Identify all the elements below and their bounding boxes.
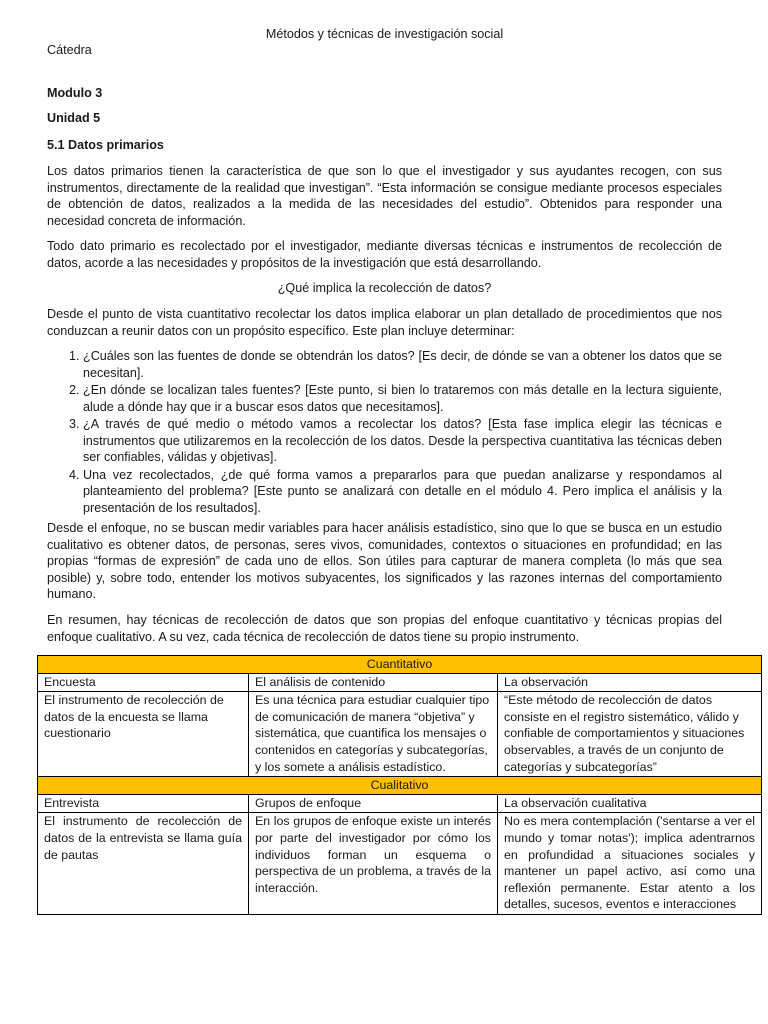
catedra-label: Cátedra [47, 43, 92, 57]
cualitativo-header: Cualitativo [38, 777, 762, 795]
techniques-table [37, 655, 762, 915]
section-heading: 5.1 Datos primarios [47, 138, 164, 152]
paragraph-cualitativo: Desde el enfoque, no se buscan medir variables para hacer análisis estadístico, sino que lo que se busca en un estudio cualitativo es obtener datos, de personas, seres vivos, comunidades, contextos o situaciones en profundidad; en las propias “formas de expresión” de cada uno de ellos. Son útiles para capturar de manera completa (lo más que sea posible) y, sobre todo, entender los motivos subyacentes, los significados y las razones internas del comportamiento humano. [47, 521, 722, 601]
document-title: Métodos y técnicas de investigación social [265, 27, 504, 41]
paragraph-recoleccion: Todo dato primario es recolectado por el investigador, mediante diversas técnicas e instrumentos de recolección de datos, acorde a las necesidades y propósitos de la investigación que está desarrollando. [47, 239, 722, 270]
table-cell: Grupos de enfoque [249, 794, 498, 813]
list-item [47, 416, 722, 466]
table-cell: La observación cualitativa [498, 794, 762, 813]
list-number: 4. [69, 467, 80, 482]
table-cell: “Este método de recolección de datos consiste en el registro sistemático, válido y confiable de comportamientos y situaciones observables, a través de un conjunto de categorías y subcategorías” [498, 692, 762, 777]
table-row [38, 813, 762, 915]
list-item [47, 348, 722, 381]
table-row [38, 673, 762, 692]
determination-list [47, 348, 722, 517]
paragraph-resumen: En resumen, hay técnicas de recolección de datos que son propias del enfoque cuantitativo y técnicas propias del enfoque cualitativo. A su vez, cada técnica de recolección de datos tiene su propio instrumento. [47, 613, 722, 644]
list-item [47, 382, 722, 415]
list-text: ¿En dónde se localizan tales fuentes? [Este punto, si bien lo trataremos con más detalle en la lectura siguiente, alude a dónde hay que ir a buscar esos datos que necesitamos]. [83, 383, 722, 414]
table-cell: El instrumento de recolección de datos de la encuesta se llama cuestionario [38, 692, 249, 777]
table-cell: No es mera contemplación ('sentarse a ver el mundo y tomar notas'); implica adentrarnos en profundidad a situaciones sociales y mantener un papel activo, así como una reflexión permanente. Estar atento a los detalles, sucesos, eventos e interacciones [498, 813, 762, 915]
question-heading: ¿Qué implica la recolección de datos? [277, 281, 492, 295]
list-text: ¿Cuáles son las fuentes de donde se obtendrán los datos? [Es decir, de dónde se van a obtener los datos que se necesitan]. [83, 349, 722, 380]
list-number: 2. [69, 383, 80, 397]
table-cell: El instrumento de recolección de datos de la entrevista se llama guía de pautas [38, 813, 249, 915]
table-cell: La observación [498, 673, 762, 692]
unidad-heading: Unidad 5 [47, 111, 101, 125]
table-cell: Encuesta [38, 673, 249, 692]
list-text: Una vez recolectados, ¿de qué forma vamos a prepararlos para que puedan analizarse y respondamos al planteamiento del problema? [Este punto se analizará con detalle en el módulo 4. Pero implica el análisis y la presentación de los resultados]. [83, 467, 722, 515]
list-item [47, 467, 722, 517]
table-row [38, 794, 762, 813]
table-cell: Es una técnica para estudiar cualquier tipo de comunicación de manera “objetiva” y sistemática, que cuantifica los mensajes o contenidos en categorías y subcategorías, y los somete a análisis estadístico. [249, 692, 498, 777]
cuantitativo-header: Cuantitativo [38, 656, 762, 674]
list-number: 3. [69, 417, 80, 431]
modulo-heading: Modulo 3 [47, 86, 103, 100]
table-section-header-row [38, 777, 762, 795]
paragraph-datos-primarios: Los datos primarios tienen la característica de que son lo que el investigador y sus ayudantes recogen, con sus instrumentos, directamente de la realidad que investigan”. “Esta información se consigue mediante procesos especiales de obtención de datos, realizados a la medida de las necesidades del estudio”. Obtenidos para responder una necesidad concreta de información. [47, 164, 722, 228]
paragraph-cuantitativo: Desde el punto de vista cuantitativo recolectar los datos implica elaborar un plan detallado de procedimientos que nos conduzcan a reunir datos con un propósito específico. Este plan incluye determinar: [47, 307, 722, 338]
table-section-header-row [38, 656, 762, 674]
list-number: 1. [69, 349, 80, 363]
table-row [38, 692, 762, 777]
table-cell: El análisis de contenido [249, 673, 498, 692]
table-cell: En los grupos de enfoque existe un interés por parte del investigador por cómo los individuos forman un esquema o perspectiva de un problema, a través de la interacción. [249, 813, 498, 915]
list-text: ¿A través de qué medio o método vamos a recolectar los datos? [Esta fase implica elegir las técnicas e instrumentos que utilizaremos en la recolección de los datos. Desde la perspectiva cuantitativa las técnicas deben ser confiables, válidas y objetivas]. [83, 417, 722, 464]
table-cell: Entrevista [38, 794, 249, 813]
